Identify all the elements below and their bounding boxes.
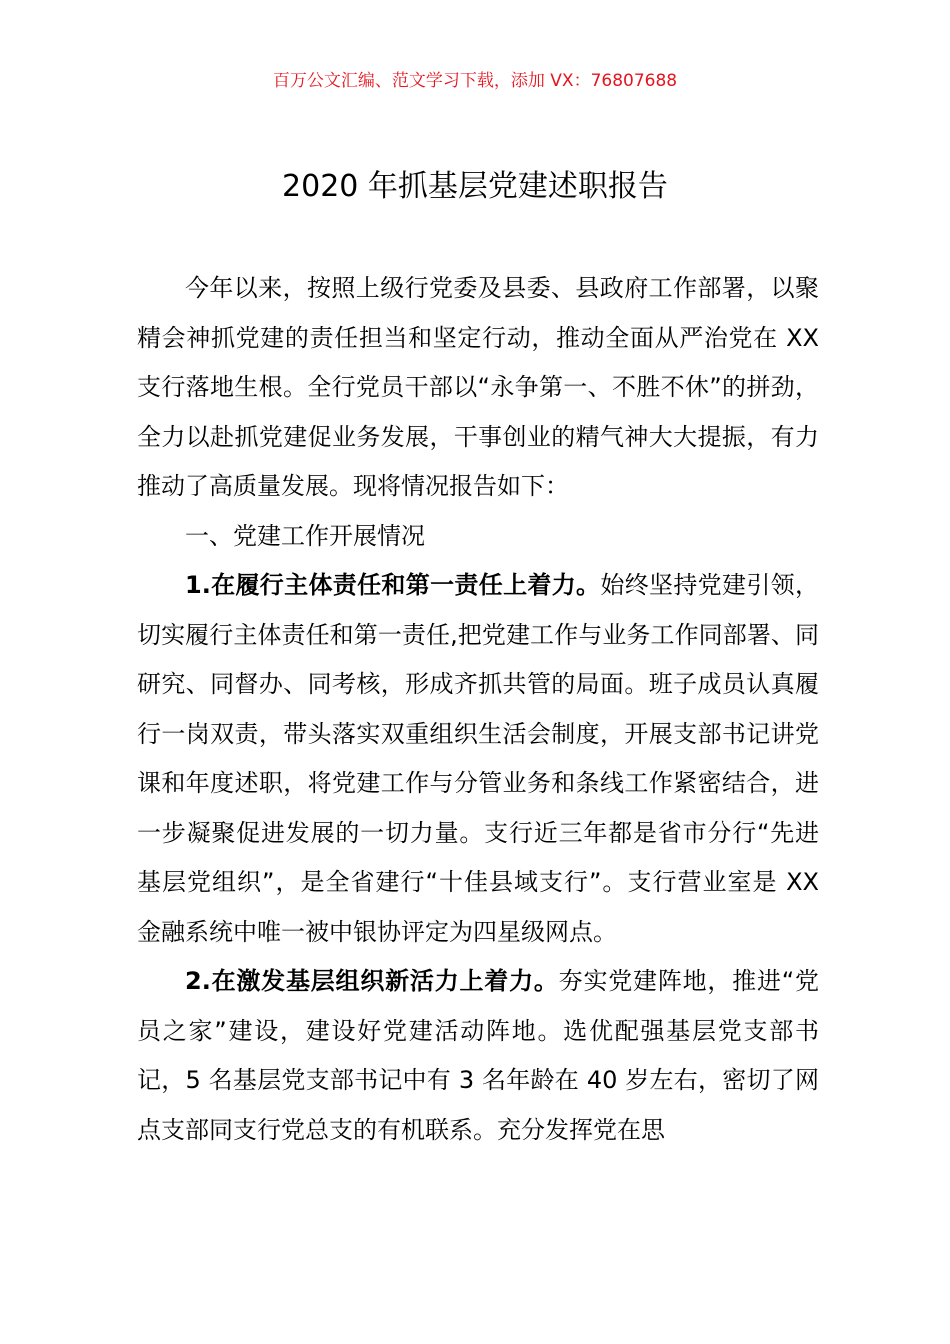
paragraph-text: 始终坚持党建引领，切实履行主体责任和第一责任,把党建工作与业务工作同部署、同研究、同督办、同考核，形成齐抓共管的局面。班子成员认真履行一岗双责，带头落实双重组织生活会制度，开展支部书记讲党课和年度述职，将党建工作与分管业务和条线工作紧密结合，进一步凝聚促进发展的一切力量。支行近三年都是省市分行“先进基层党组织”，是全省建行“十佳县域支行”。支行营业室是 XX 金融系统中唯一被中银协评定为四星级网点。 xyxy=(137,571,819,946)
section-heading xyxy=(137,512,819,562)
paragraph-text: 夯实党建阵地，推进“党员之家”建设，建设好党建活动阵地。选优配强基层党支部书记，5 名基层党支部书记中有 3 名年龄在 40 岁左右，密切了网点支部同支行党总支的有机联系。充分发挥党在思 xyxy=(137,967,819,1144)
paragraph-lead: 2.在激发基层组织新活力上着力。 xyxy=(185,967,559,995)
section-heading-text: 一、党建工作开展情况 xyxy=(185,521,425,550)
document-title: 2020 年抓基层党建述职报告 xyxy=(282,169,668,204)
watermark-header-note: 百万公文汇编、范文学习下载，添加 VX：76807688 xyxy=(272,71,678,91)
body-paragraph-2 xyxy=(137,957,819,1155)
intro-paragraph xyxy=(137,264,819,512)
paragraph-lead: 1.在履行主体责任和第一责任上着力。 xyxy=(185,571,601,599)
paragraph-text: 今年以来，按照上级行党委及县委、县政府工作部署，以聚精会神抓党建的责任担当和坚定行动，推动全面从严治党在 XX 支行落地生根。全行党员干部以“永争第一、不胜不休”的拼劲，全力以赴抓党建促业务发展，干事创业的精气神大大提振，有力推动了高质量发展。现将情况报告如下： xyxy=(137,274,819,500)
body-paragraph-1 xyxy=(137,561,819,957)
document-body xyxy=(137,264,819,1155)
